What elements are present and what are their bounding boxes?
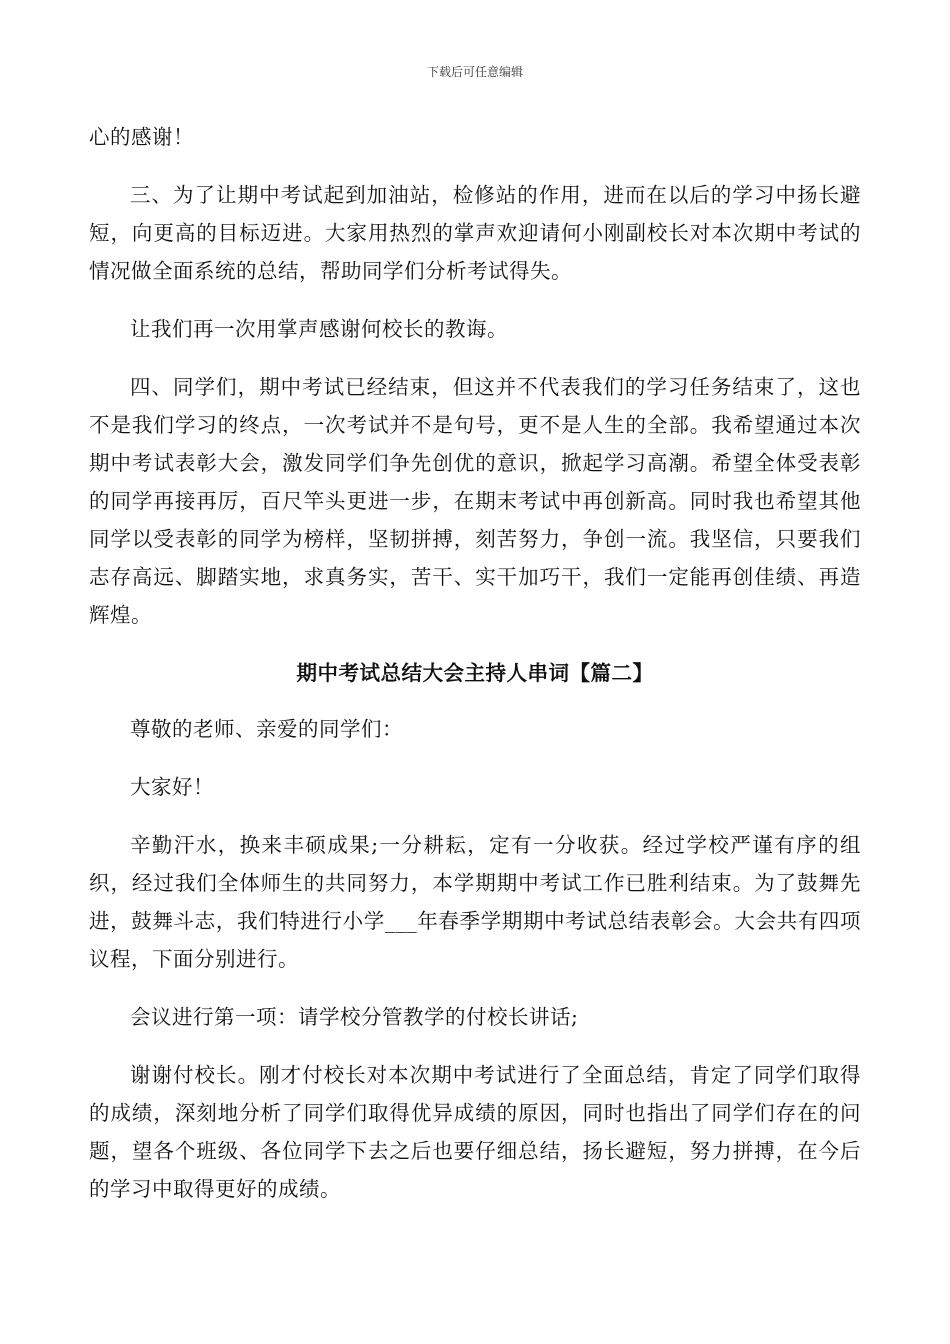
paragraph-greeting: 大家好！ — [130, 775, 214, 799]
paragraph-thanks: 让我们再一次用掌声感谢何校长的教诲。 — [130, 317, 508, 341]
section-title: 期中考试总结大会主持人串词【篇二】 — [296, 661, 654, 685]
paragraph-salutation: 尊敬的老师、亲爱的同学们： — [130, 717, 403, 741]
paragraph-item-three: 三、为了让期中考试起到加油站，检修站的作用，进而在以后的学习中扬长避短，向更高的目标迈进。大家用热烈的掌声欢迎请何小刚副校长对本次期中考试的情况做全面系统的总结，帮助同学们分析考试得失。 — [89, 183, 861, 283]
paragraph-opening: 辛勤汗水，换来丰硕成果;一分耕耘，定有一分收获。经过学校严谨有序的组织，经过我们全体师生的共同努力，本学期期中考试工作已胜利结束。为了鼓舞先进，鼓舞斗志，我们特进行小学___年春季学期期中考试总结表彰会。大会共有四项议程，下面分别进行。 — [89, 833, 861, 971]
page-header: 下载后可任意编辑 — [426, 65, 523, 79]
paragraph-item-four: 四、同学们，期中考试已经结束，但这并不代表我们的学习任务结束了，这也不是我们学习的终点，一次考试并不是句号，更不是人生的全部。我希望通过本次期中考试表彰大会，激发同学们争先创优的意识，掀起学习高潮。希望全体受表彰的同学再接再厉，百尺竿头更进一步，在期末考试中再创新高。同时我也希望其他同学以受表彰的同学为榜样，坚韧拼搏，刻苦努力，争创一流。我坚信，只要我们志存高远、脚踏实地，求真务实，苦干、实干加巧干，我们一定能再创佳绩、再造辉煌。 — [89, 375, 861, 627]
paragraph-summary: 谢谢付校长。刚才付校长对本次期中考试进行了全面总结，肯定了同学们取得的成绩，深刻地分析了同学们取得优异成绩的原因，同时也指出了同学们存在的问题，望各个班级、各位同学下去之后也要仔细总结，扬长避短，努力拼搏，在今后的学习中取得更好的成绩。 — [89, 1063, 861, 1201]
document-body — [89, 118, 861, 1228]
paragraph-continuation: 心的感谢！ — [89, 125, 194, 149]
paragraph-agenda-one: 会议进行第一项：请学校分管教学的付校长讲话; — [130, 1005, 579, 1029]
